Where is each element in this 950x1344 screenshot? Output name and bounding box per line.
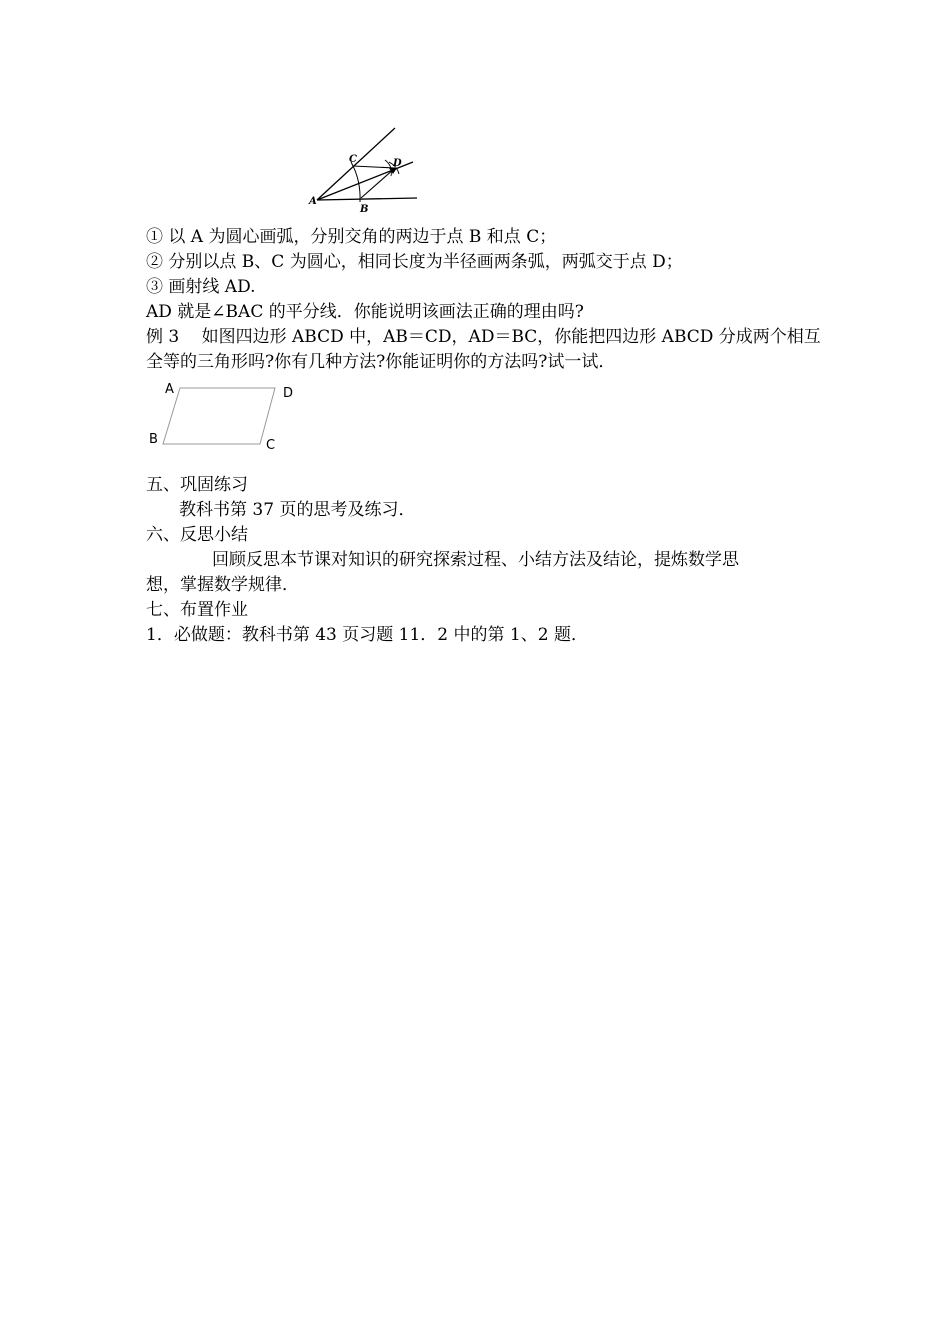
label-d: D xyxy=(393,158,402,169)
example3-line1: 例 3 如图四边形 ABCD 中，AB＝CD，AD＝BC，你能把四边形 ABCD 分成两个相互 xyxy=(146,327,821,347)
label-d: D xyxy=(283,386,294,401)
label-b: B xyxy=(360,204,369,214)
step-2: ② 分别以点 B、C 为圆心，相同长度为半径画两条弧，两弧交于点 D； xyxy=(146,252,683,272)
quadrilateral-abcd xyxy=(163,388,275,444)
section5-title: 五、巩固练习 xyxy=(146,475,248,495)
label-c: C xyxy=(349,154,357,165)
section6-body-line2: 想，掌握数学规律． xyxy=(146,575,299,595)
conclusion-text: AD 就是∠BAC 的平分线．你能说明该画法正确的理由吗? xyxy=(146,302,584,322)
section6-title: 六、反思小结 xyxy=(146,525,248,545)
section7-item1: 1．必做题：教科书第 43 页习题 11．2 中的第 1、2 题． xyxy=(146,625,588,645)
section6-body-line1: 回顾反思本节课对知识的研究探索过程、小结方法及结论，提炼数学思 xyxy=(212,550,739,570)
angle-bisector-figure xyxy=(305,122,425,214)
label-c: C xyxy=(266,438,276,453)
label-b: B xyxy=(149,432,158,447)
quadrilateral-figure xyxy=(145,376,305,456)
example3-line2: 全等的三角形吗?你有几种方法?你能证明你的方法吗?试一试． xyxy=(146,352,616,372)
section5-body: 教科书第 37 页的思考及练习． xyxy=(179,500,416,520)
label-a: A xyxy=(309,196,317,207)
label-a: A xyxy=(165,382,174,397)
segment-bd xyxy=(361,168,395,198)
ray-ab xyxy=(317,198,417,200)
step-1: ① 以 A 为圆心画弧，分别交角的两边于点 B 和点 C； xyxy=(146,227,557,247)
step-3: ③ 画射线 AD. xyxy=(146,277,256,297)
segment-cd xyxy=(353,166,395,168)
section7-title: 七、布置作业 xyxy=(146,600,248,620)
